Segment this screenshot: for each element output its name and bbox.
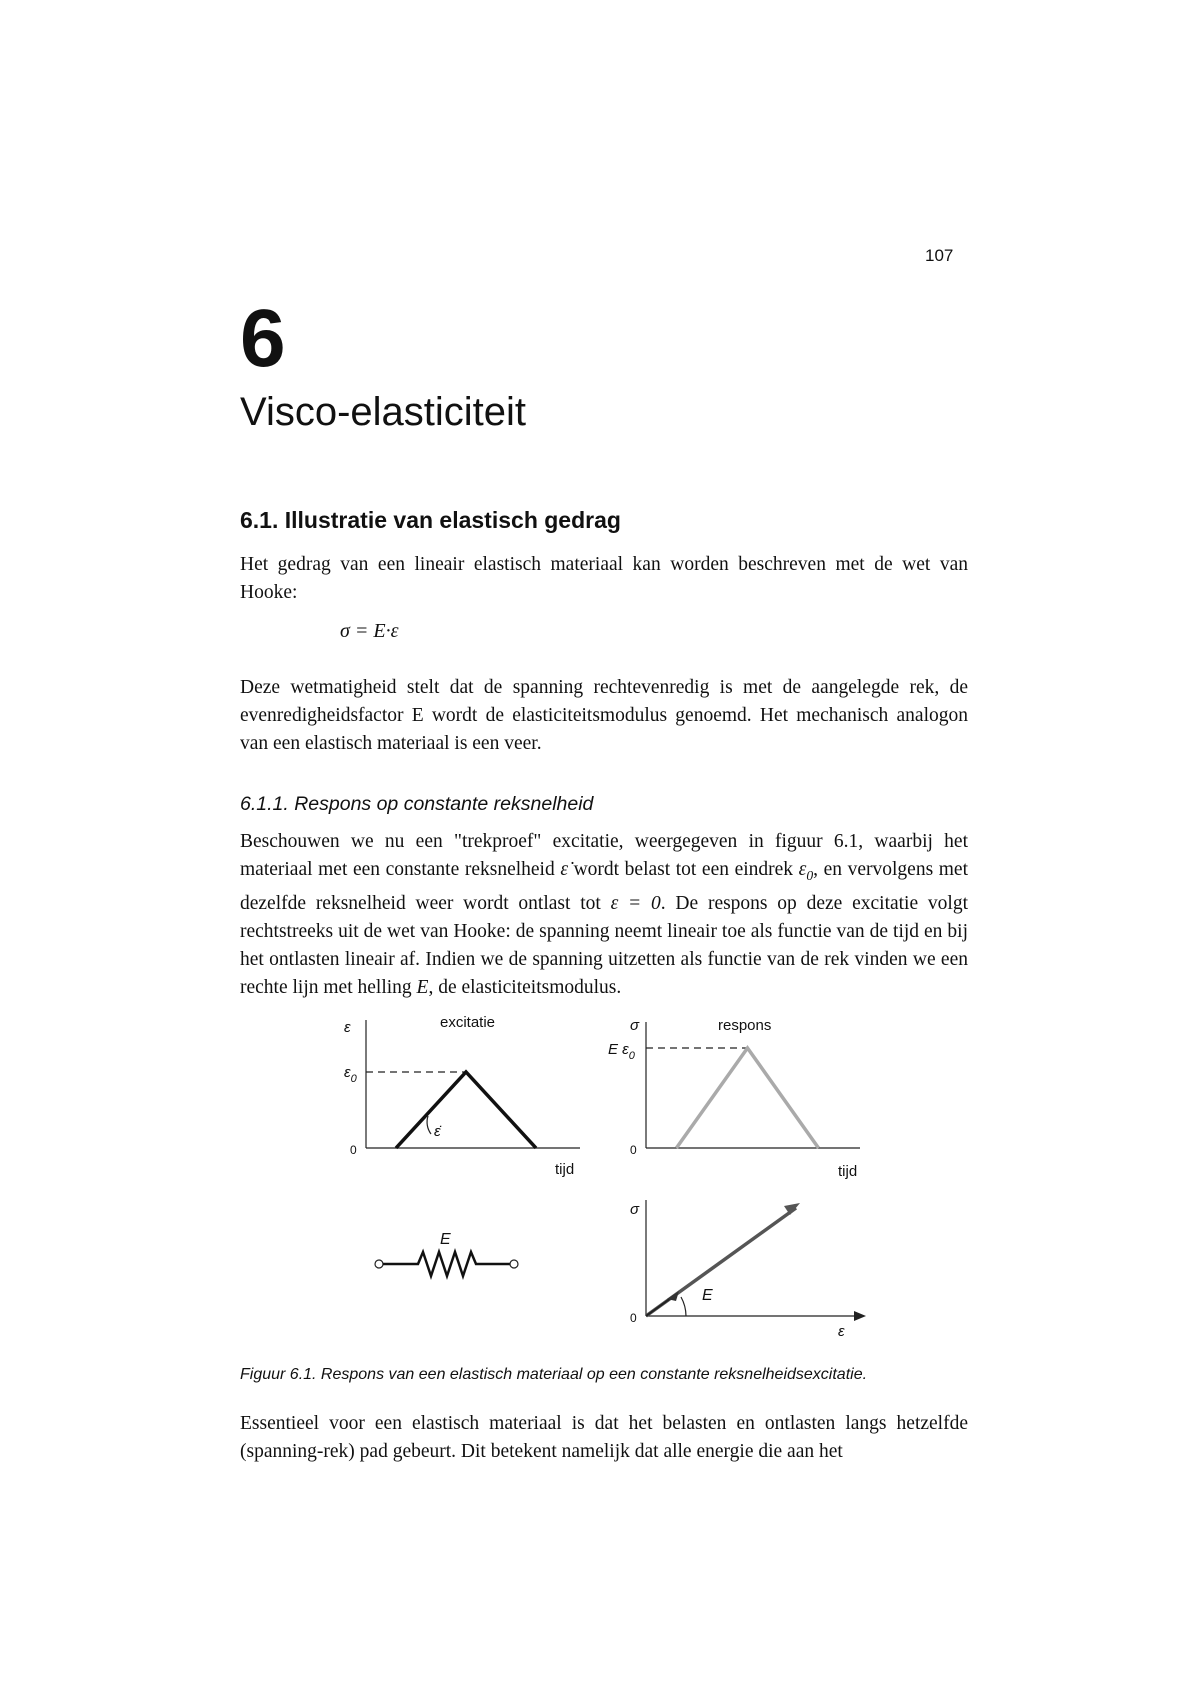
paragraph-hooke-intro: Het gedrag van een lineair elastisch materiaal kan worden beschreven met de wet van Hooke: — [240, 554, 968, 603]
spring-symbol — [375, 1231, 518, 1276]
excitation-title: excitatie — [440, 1014, 496, 1031]
final-strain-symbol — [798, 859, 814, 883]
response-y-label: σ — [630, 1017, 640, 1034]
response-level-base: E ε — [608, 1041, 629, 1058]
excitation-panel — [344, 1014, 580, 1178]
modulus-symbol: E — [416, 976, 429, 998]
p3-text-d: . De respons op deze excitatie volgt rechtstreeks uit de wet van Hooke: de spanning neemt lineair toe als functie van de tijd en bij het ontlasten lineair af. Indien we de spanning uitzetten als functie van de rek vinden we een rechte lijn met helling — [240, 892, 969, 998]
excitation-eps0-base: ε — [344, 1064, 351, 1081]
paragraph-proportionality: Deze wetmatigheid stelt dat de spanning rechtevenredig is met de aangelegde rek, de evenredigheidsfactor E wordt de elasticiteitsmodulus genoemd. Het mechanisch analogon van een elastisch materiaal is een veer. — [240, 677, 968, 754]
stress-strain-slope-arc — [681, 1297, 686, 1316]
excitation-series-line — [396, 1072, 536, 1148]
spring-right-terminal — [510, 1260, 518, 1268]
figure-6-1 — [330, 1000, 890, 1350]
excitation-eps0-sub: 0 — [350, 1073, 357, 1085]
excitation-slope-label: ε̇ — [434, 1123, 441, 1140]
final-strain-base: ε — [798, 859, 807, 880]
spring-coil — [383, 1252, 510, 1276]
spring-label: E — [440, 1231, 451, 1248]
paragraph-energy: Essentieel voor een elastisch materiaal is dat het belasten en ontlasten langs hetzelfde (spanning-rek) pad gebeurt. Dit betekent namelijk dat alle energie die aan het — [240, 1413, 968, 1462]
page-number: 107 — [925, 246, 954, 265]
p3-text-b: wordt belast tot een eindrek — [568, 859, 799, 880]
response-level-sub: 0 — [628, 1050, 635, 1062]
response-title: respons — [718, 1017, 772, 1034]
stress-strain-slope-label: E — [702, 1287, 713, 1304]
response-zero-label: 0 — [630, 1143, 637, 1157]
chapter-number: 6 — [240, 293, 286, 384]
final-strain-sub: 0 — [806, 867, 814, 883]
strain-rate-symbol: ε̇ — [560, 859, 568, 880]
stress-strain-y-label: σ — [630, 1201, 640, 1218]
p3-text-e: , de elasticiteitsmodulus. — [428, 976, 622, 998]
subsection-heading: 6.1.1. Respons op constante reksnelheid — [240, 793, 594, 815]
section-heading: 6.1. Illustratie van elastisch gedrag — [240, 507, 621, 533]
response-level-label — [608, 1041, 636, 1062]
p3-text-a: Beschouwen we nu een "trekproef" excitatie, weergegeven in figuur 6.1, waarbij het materiaal met een constante reksnelheid — [240, 831, 968, 880]
stress-strain-x-arrowhead — [854, 1311, 866, 1321]
spring-left-terminal — [375, 1260, 383, 1268]
response-x-label: tijd — [838, 1163, 858, 1180]
response-panel — [608, 1017, 860, 1180]
excitation-y-label: ε — [344, 1019, 351, 1036]
stress-strain-zero-label: 0 — [630, 1311, 637, 1325]
stress-strain-panel — [630, 1200, 866, 1340]
paragraph-tensile-test — [240, 828, 968, 1002]
excitation-eps0-label — [344, 1064, 358, 1085]
chapter-title: Visco-elasticiteit — [240, 390, 527, 434]
stress-strain-x-label: ε — [838, 1323, 845, 1340]
p3-text-c: , en vervolgens met dezelfde reksnelheid weer wordt ontlast tot — [240, 859, 968, 914]
excitation-x-label: tijd — [555, 1161, 575, 1178]
hooke-equation: σ = E·ε — [340, 620, 399, 642]
response-series-line — [676, 1048, 818, 1148]
figure-caption: Figuur 6.1. Respons van een elastisch materiaal op een constante reksnelheidsexcitatie. — [240, 1366, 868, 1383]
excitation-zero-label: 0 — [350, 1143, 357, 1157]
zero-strain-expression: ε = 0 — [610, 892, 661, 914]
excitation-slope-arc — [427, 1116, 431, 1134]
